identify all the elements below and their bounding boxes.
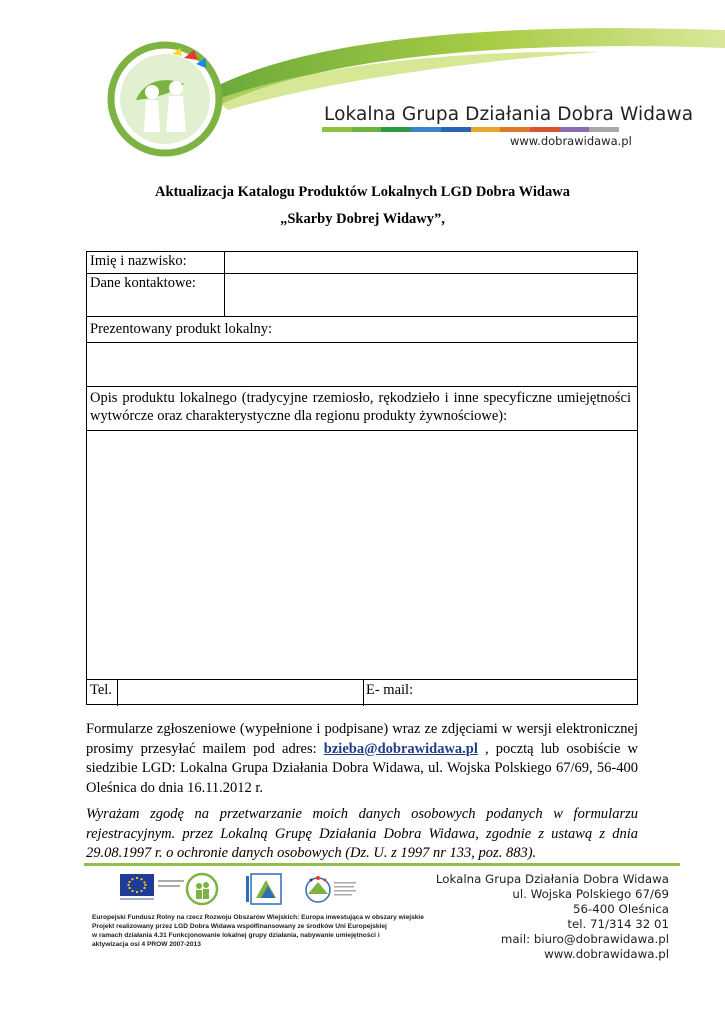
submission-instructions bbox=[86, 720, 638, 798]
color-stripe-segment bbox=[381, 127, 411, 132]
data-consent-statement: Wyrażam zgodę na przetwarzanie moich danych osobowych podanych w formularzu rejestracyjnym. przez Lokalną Grupę Działania Dobra Widawa, zgodnie z ustawą z dnia 29.08.1997 r. o ochronie danych osobowych (Dz. U. z 1997 nr 133, poz. 883). bbox=[86, 806, 638, 861]
contact-street: ul. Wojska Polskiego 67/69 bbox=[512, 887, 669, 901]
color-stripe-segment bbox=[589, 127, 619, 132]
contact-mail[interactable]: mail: biuro@dobrawidawa.pl bbox=[500, 932, 669, 946]
contact-org: Lokalna Grupa Działania Dobra Widawa bbox=[435, 872, 669, 886]
instructions-text-after: , pocztą lub osobiście w siedzibie LGD: Lokalna Grupa Działania Dobra Widawa, ul. Wojska Polskiego 67/69, 56-400 Oleśnica do dnia 16.11.2012 r. bbox=[86, 740, 638, 796]
product-field[interactable] bbox=[87, 343, 637, 387]
funding-line: w ramach działania 4.31 Funkcjonowanie lokalnej grupy działania, nabywanie umiejętności i bbox=[92, 932, 380, 939]
dobra-widawa-logo bbox=[106, 40, 224, 158]
phone-label: Tel. bbox=[90, 682, 112, 698]
description-label: Opis produktu lokalnego (tradycyjne rzemiosło, rękodzieło i inne specyficzne umiejętności wytwórcze oraz charakterystyczne dla regionu produkty żywnościowe): bbox=[90, 390, 631, 424]
document-subtitle: „Skarby Dobrej Widawy”, bbox=[280, 211, 445, 227]
form-row-name bbox=[87, 252, 637, 274]
contact-email-link[interactable]: bzieba@dobrawidawa.pl bbox=[323, 740, 478, 757]
document-title: Aktualizacja Katalogu Produktów Lokalnych LGD Dobra Widawa bbox=[155, 184, 570, 200]
funding-line: Projekt realizowany przez LGD Dobra Widawa współfinansowany ze środków Uni Europejskiej bbox=[92, 923, 387, 930]
color-stripe-segment bbox=[500, 127, 530, 132]
form-row-description bbox=[87, 387, 637, 431]
color-stripe bbox=[322, 127, 619, 132]
contact-field[interactable] bbox=[225, 274, 637, 316]
contact-phone: tel. 71/314 32 01 bbox=[567, 917, 669, 931]
color-stripe-segment bbox=[530, 127, 560, 132]
color-stripe-segment bbox=[560, 127, 590, 132]
funding-statement bbox=[92, 913, 432, 949]
color-stripe-segment bbox=[352, 127, 382, 132]
color-stripe-segment bbox=[411, 127, 441, 132]
page-header bbox=[0, 0, 725, 175]
funding-logos bbox=[118, 872, 364, 910]
org-website: www.dobrawidawa.pl bbox=[510, 134, 632, 148]
org-name: Lokalna Grupa Działania Dobra Widawa bbox=[324, 104, 694, 125]
footer-contact bbox=[436, 872, 669, 962]
color-stripe-segment bbox=[322, 127, 352, 132]
cell-divider bbox=[363, 680, 364, 706]
registration-form bbox=[86, 251, 638, 705]
funding-line: Europejski Fundusz Rolny na rzecz Rozwoju Obszarów Wiejskich: Europa inwestująca w obszary wiejskie bbox=[92, 914, 424, 921]
name-label: Imię i nazwisko: bbox=[90, 253, 187, 269]
contact-web[interactable]: www.dobrawidawa.pl bbox=[544, 947, 669, 961]
instructions-text: Formularze zgłoszeniowe (wypełnione i podpisane) wraz ze zdjęciami w wersji elektronicznej prosimy przesyłać mailem pod adres: bbox=[86, 721, 638, 757]
contact-city: 56-400 Oleśnica bbox=[573, 902, 669, 916]
email-field[interactable] bbox=[423, 680, 637, 706]
funding-line: aktywizacja osi 4 PROW 2007-2013 bbox=[92, 941, 201, 948]
color-stripe-segment bbox=[471, 127, 501, 132]
product-label: Prezentowany produkt lokalny: bbox=[90, 321, 273, 337]
description-field[interactable] bbox=[87, 431, 637, 680]
footer-divider bbox=[84, 863, 680, 866]
prow-logo bbox=[306, 876, 356, 902]
name-field[interactable] bbox=[225, 252, 637, 273]
contact-label: Dane kontaktowe: bbox=[90, 275, 196, 291]
color-stripe-segment bbox=[441, 127, 471, 132]
form-row-product bbox=[87, 317, 637, 343]
form-row-contact bbox=[87, 274, 637, 317]
email-label: E- mail: bbox=[366, 682, 414, 698]
lgd-logo bbox=[187, 874, 217, 904]
phone-field[interactable] bbox=[118, 680, 363, 706]
form-row-phone-email bbox=[87, 680, 637, 706]
leader-logo bbox=[246, 874, 281, 904]
eu-flag-logo bbox=[120, 874, 184, 900]
